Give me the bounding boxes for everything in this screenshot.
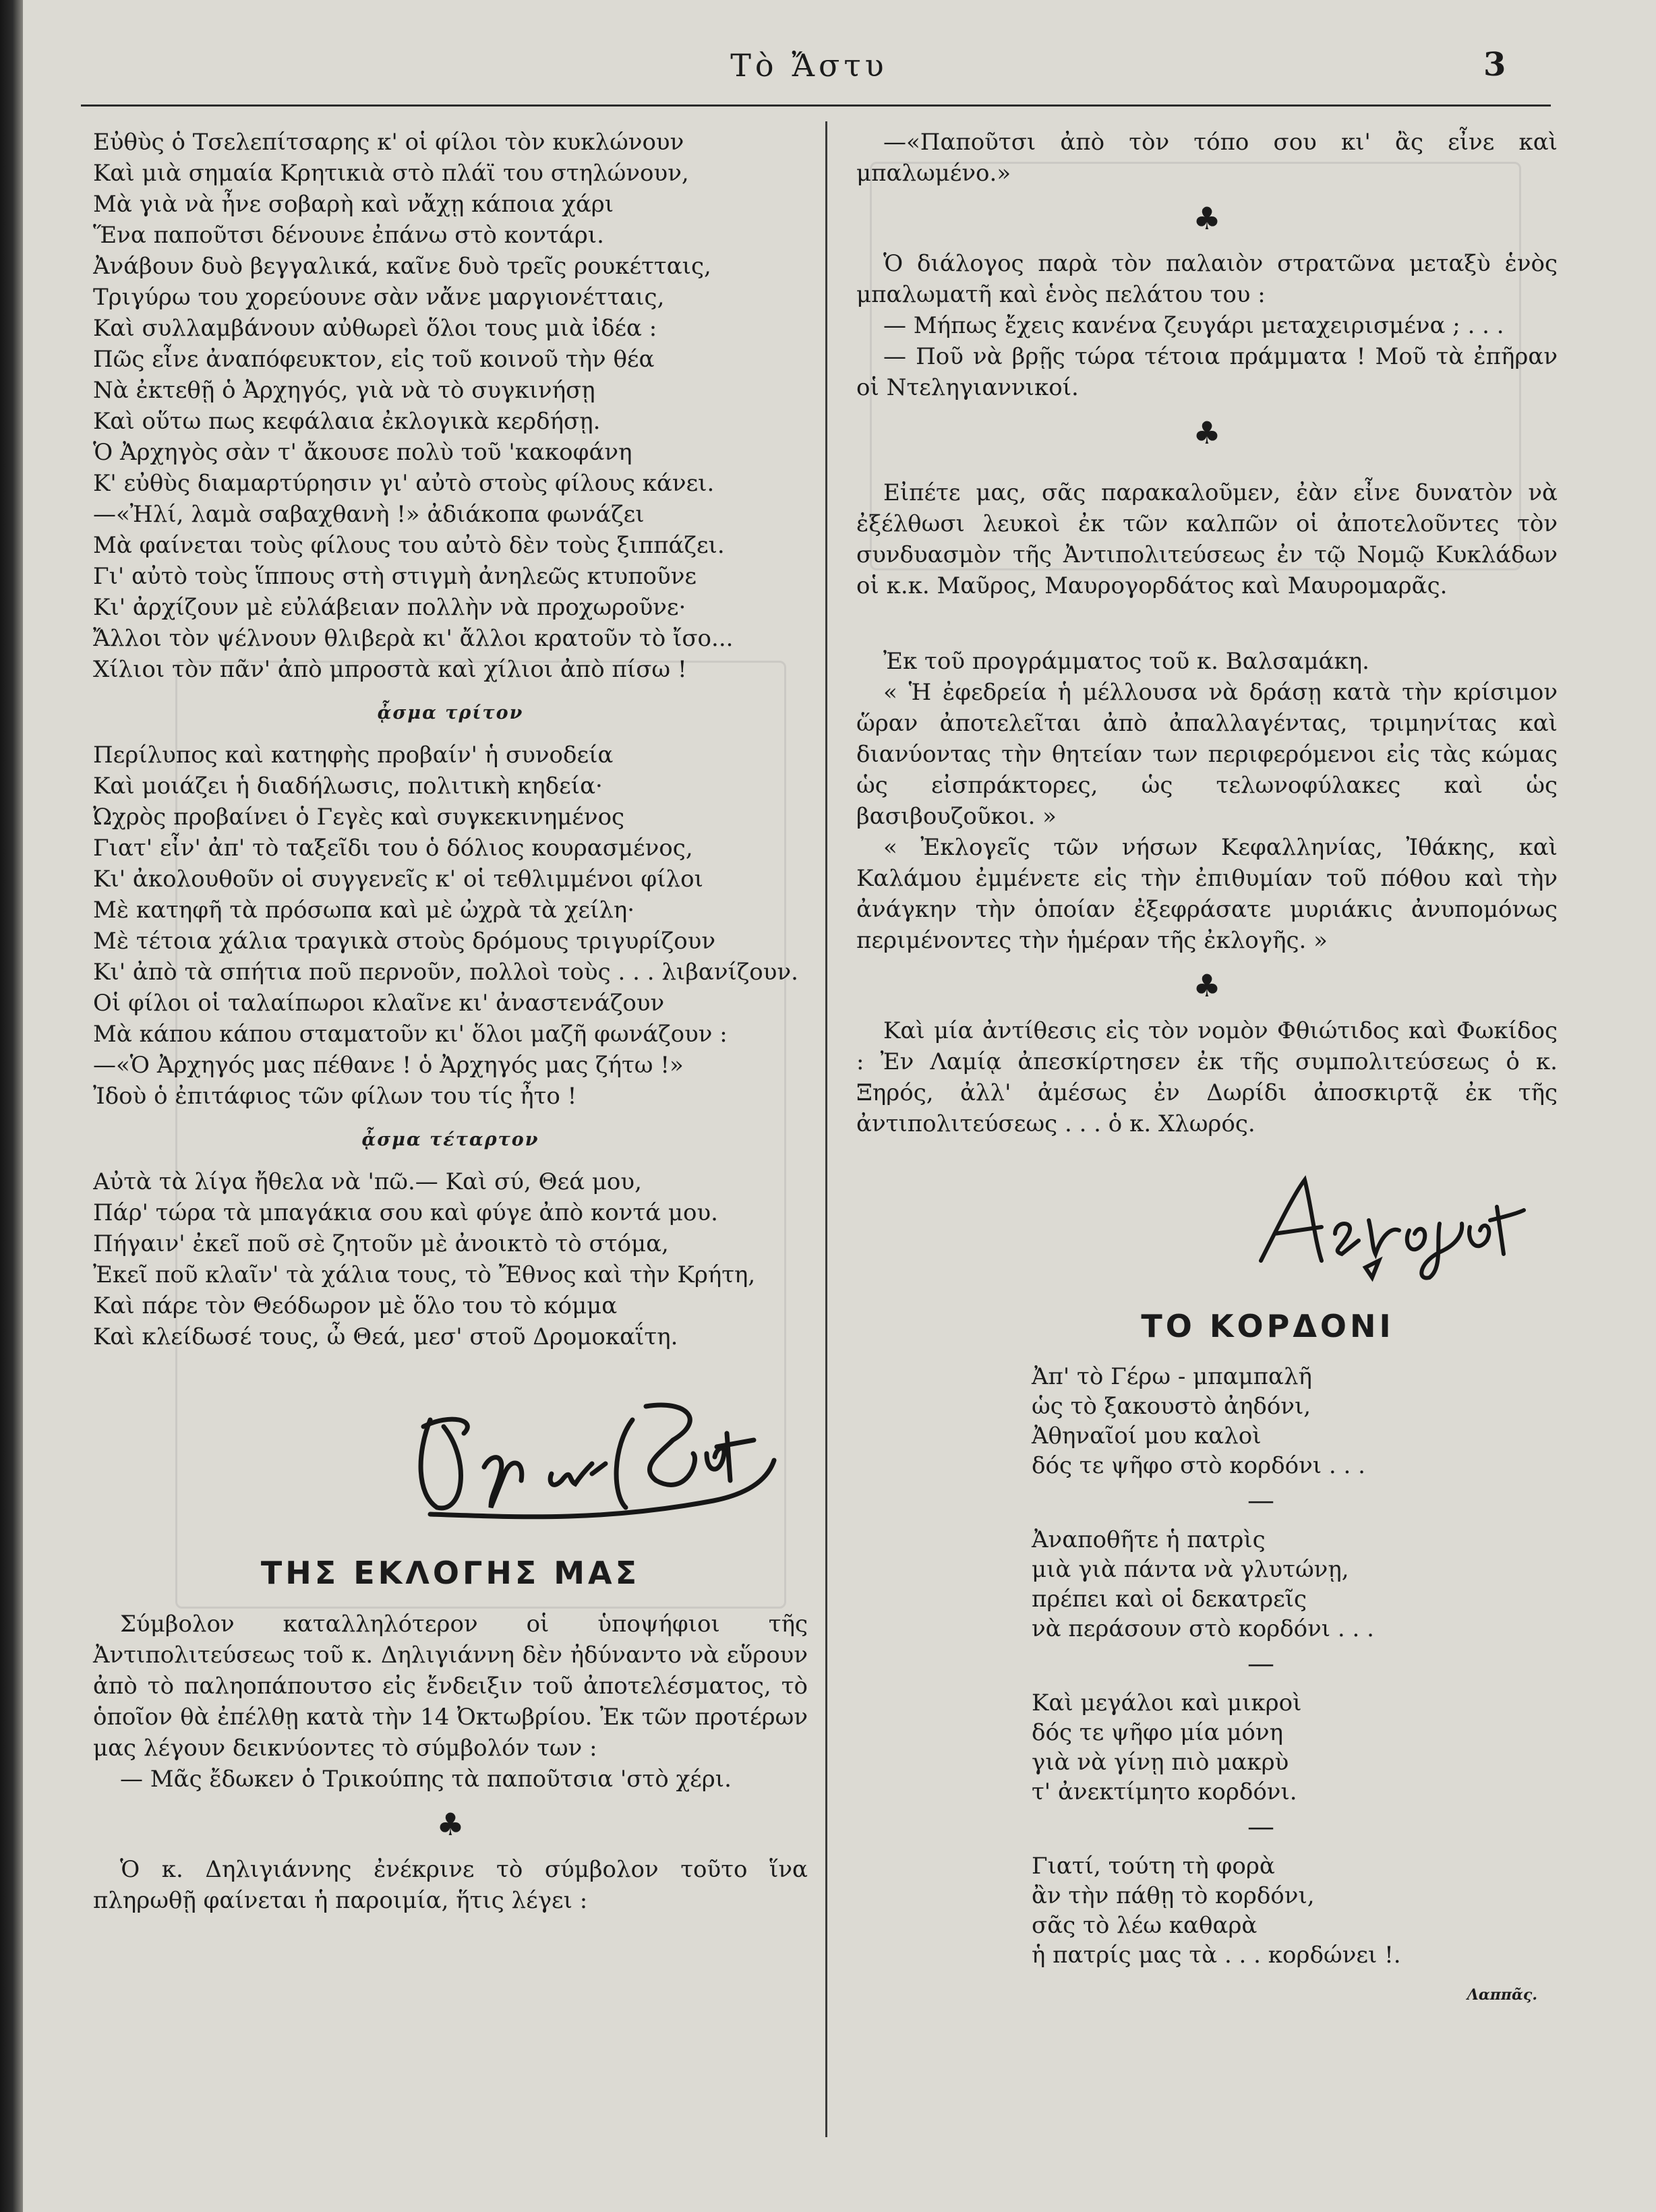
- poem-line: Καὶ οὕτω πως κεφάλαια ἐκλογικὰ κερδήσῃ.: [93, 408, 601, 435]
- poem-line: Ἕνα παποῦτσι δένουνε ἐπάνω στὸ κοντάρι.: [93, 222, 604, 249]
- binding-edge: [0, 0, 23, 2212]
- poem-line: Πῶς εἶνε ἀναπόφευκτον, εἰς τοῦ κοινοῦ τὴν θέα: [93, 346, 655, 373]
- paragraph-dialogue-question: — Μήπως ἔχεις κανένα ζευγάρι μεταχειρισμένα ; . . .: [883, 312, 1504, 339]
- poem-line: Καὶ μεγάλοι καὶ μικροὶ: [1032, 1690, 1302, 1716]
- poem-line: σᾶς τὸ λέω καθαρὰ: [1032, 1912, 1258, 1939]
- poem-line: Γιατί, τούτη τὴ φορὰ: [1032, 1853, 1275, 1880]
- poem-line: δός τε ψῆφο μία μόνη: [1032, 1719, 1283, 1746]
- poem-line: Κι' ἀπὸ τὰ σπήτια ποῦ περνοῦν, πολλοὶ τοὺς . . . λιβανίζουν.: [93, 959, 798, 986]
- poem-stanza: [856, 1362, 1558, 1481]
- handwritten-signature-right: [1247, 1160, 1531, 1288]
- club-ornament-icon: ♣: [1193, 415, 1221, 451]
- poem-part-two: [93, 740, 808, 1112]
- poem-line: Ἀναποθῆτε ἡ πατρὶς: [1032, 1526, 1266, 1553]
- poem-line: Ὁ Ἀρχηγὸς σὰν τ' ἄκουσε πολὺ τοῦ 'κακοφάνη: [93, 439, 632, 466]
- poem-line: Κ' εὐθὺς διαμαρτύρησιν γι' αὐτὸ στοὺς φίλους κάνει.: [93, 470, 715, 497]
- spacer: [856, 616, 1558, 631]
- poem-line: Καὶ πάρε τὸν Θεόδωρον μὲ ὅλο του τὸ κόμμα: [93, 1292, 618, 1319]
- club-ornament-icon: ♣: [1193, 967, 1221, 1004]
- poem-line: Ἀπ' τὸ Γέρω - μπαμπαλῆ: [1032, 1363, 1312, 1390]
- subhead-third-song: ᾆσμα τρίτον: [377, 703, 524, 723]
- poem-title-kordoni: ΤΟ ΚΟΡΔΟΝΙ: [1141, 1308, 1394, 1344]
- paragraph-dialogue-intro: Ὁ διάλογος παρὰ τὸν παλαιὸν στρατῶνα μεταξὺ ἑνὸς μπαλωματῆ καὶ ἑνὸς πελάτου του :: [856, 250, 1558, 308]
- club-ornament-icon: ♣: [436, 1806, 465, 1843]
- poem-line: Τριγύρω του χορεύουνε σὰν νἄνε μαργιονέτταις,: [93, 284, 665, 311]
- poem-line: Ἰδοὺ ὁ ἐπιτάφιος τῶν φίλων του τίς ἦτο !: [93, 1083, 577, 1110]
- column-divider: [825, 121, 827, 2137]
- poem-line: Ἀθηναῖοί μου καλοὶ: [1032, 1423, 1262, 1449]
- section-title-elections: ΤΗΣ ΕΚΛΟΓΗΣ ΜΑΣ: [260, 1555, 641, 1591]
- poem-line: —«Ὁ Ἀρχηγός μας πέθανε ! ὁ Ἀρχηγός μας ζήτω !»: [93, 1052, 684, 1079]
- poem-stanza: [856, 1525, 1558, 1644]
- poem-line: Κι' ἀκολουθοῦν οἱ συγγενεῖς κ' οἱ τεθλιμμένοι φίλοι: [93, 866, 703, 893]
- poem-line: ἡ πατρίς μας τὰ . . . κορδώνει !.: [1032, 1942, 1401, 1969]
- poem-line: δός τε ψῆφο στὸ κορδόνι . . .: [1032, 1452, 1365, 1479]
- poem-line: Οἱ φίλοι οἱ ταλαίπωροι κλαῖνε κι' ἀναστενάζουν: [93, 990, 665, 1017]
- poem-line: Μὰ κάπου κάπου σταματοῦν κι' ὅλοι μαζῆ φωνάζουν :: [93, 1021, 728, 1048]
- paragraph-antithesis: Καὶ μία ἀντίθεσις εἰς τὸν νομὸν Φθιώτιδος καὶ Φωκίδος : Ἐν Λαμίᾳ ἀπεσκίρτησεν ἐκ τῆς συμπολιτεύσεως ὁ κ. Ξηρός, ἀλλ' ἀμέσως ἐν Δωρίδι ἀποσκιρτᾷ ἐκ τῆς ἀντιπολιτεύσεως . . . ὁ κ. Χλωρός.: [856, 1017, 1558, 1137]
- poem-line: —«Ἠλί, λαμὰ σαβαχθανὴ !» ἀδιάκοπα φωνάζει: [93, 501, 645, 528]
- author-byline: Λαππᾶς.: [1467, 1986, 1537, 2004]
- poem-line: ὡς τὸ ξακουστὸ ἀηδόνι,: [1032, 1393, 1311, 1420]
- poem-line: Γι' αὐτὸ τοὺς ἵππους στὴ στιγμὴ ἀνηλεῶς κτυποῦνε: [93, 563, 697, 590]
- paragraph-cyclades: Εἰπέτε μας, σᾶς παρακαλοῦμεν, ἐὰν εἶνε δυνατὸν νὰ ἐξέλθωσι λευκοὶ ἐκ τῶν καλπῶν οἱ ἀποτελοῦντες τὸν συνδυασμὸν τῆς Ἀντιπολιτεύσεως ἐν τῷ Νομῷ Κυκλάδων οἱ κ.κ. Μαῦρος, Μαυρογορδάτος καὶ Μαυρομαρᾶς.: [856, 479, 1558, 599]
- paragraph-proverb: —«Παποῦτσι ἀπὸ τὸν τόπο σου κι' ἂς εἶνε καὶ μπαλωμένο.»: [856, 129, 1558, 187]
- poem-line: Ὠχρὸς προβαίνει ὁ Γεγὲς καὶ συγκεκινημένος: [93, 804, 625, 831]
- stanza-divider: —: [1247, 1485, 1274, 1516]
- poem-line: Μὰ γιὰ νὰ ἦνε σοβαρὴ καὶ νἄχῃ κάποια χάρι: [93, 191, 614, 218]
- poem-line: Πάρ' τώρα τὰ μπαγάκια σου καὶ φύγε ἀπὸ κοντά μου.: [93, 1199, 718, 1226]
- poem-line: Ἐκεῖ ποῦ κλαῖν' τὰ χάλια τους, τὸ Ἔθνος καὶ τὴν Κρήτη,: [93, 1261, 756, 1288]
- poem-line: Ἀνάβουν δυὸ βεγγαλικά, καῖνε δυὸ τρεῖς ρουκέτταις,: [93, 253, 711, 280]
- poem-line: Ἄλλοι τὸν ψέλνουν θλιβερὰ κι' ἄλλοι κρατοῦν τὸ ἴσο...: [93, 625, 734, 652]
- poem-line: Καὶ κλείδωσέ τους, ὦ Θεά, μεσ' στοῦ Δρομοκαΐτη.: [93, 1323, 678, 1350]
- subhead-fourth-song: ᾆσμα τέταρτον: [361, 1129, 539, 1150]
- poem-part-one: [93, 127, 808, 685]
- poem-line: Καὶ μιὰ σημαία Κρητικιὰ στὸ πλάϊ του στηλώνουν,: [93, 160, 689, 187]
- poem-line: Πήγαιν' ἐκεῖ ποῦ σὲ ζητοῦν μὲ ἀνοικτὸ τὸ στόμα,: [93, 1230, 669, 1257]
- poem-line: Μὲ κατηφῆ τὰ πρόσωπα καὶ μὲ ὠχρὰ τὰ χείλη·: [93, 897, 635, 924]
- paragraph-program-quote-one: « Ἡ ἐφεδρεία ἡ μέλλουσα νὰ δράσῃ κατὰ τὴν κρίσιμον ὥραν ἀποτελεῖται ἀπὸ ἀπαλλαγέντας, τριμηνίτας καὶ διανύοντας τὴν θητείαν των περιφερόμενοι εἰς τὰς κώμας ὡς εἰσπράκτορες, ὡς τελωνοφύλακες καὶ ὡς βασιβουζοῦκοι. »: [856, 679, 1558, 830]
- header-rule: [81, 104, 1551, 107]
- poem-line: Μὲ τέτοια χάλια τραγικὰ στοὺς δρόμους τριγυρίζουν: [93, 928, 715, 955]
- poem-line: Καὶ μοιάζει ἡ διαδήλωσις, πολιτικὴ κηδεία·: [93, 773, 603, 800]
- poem-line: πρέπει καὶ οἱ δεκατρεῖς: [1032, 1586, 1307, 1613]
- poem-line: Νὰ ἐκτεθῇ ὁ Ἀρχηγός, γιὰ νὰ τὸ συγκινήσῃ: [93, 377, 595, 404]
- poem-line: ἂν τὴν πάθῃ τὸ κορδόνι,: [1032, 1882, 1315, 1909]
- club-ornament-icon: ♣: [1193, 200, 1221, 237]
- spacer: [856, 601, 1558, 616]
- handwritten-signature-left: [390, 1379, 808, 1534]
- poem-stanza: [856, 1851, 1558, 1970]
- poem-line: νὰ περάσουν στὸ κορδόνι . . .: [1032, 1615, 1374, 1642]
- poem-line: γιὰ νὰ γίνῃ πιὸ μακρὺ: [1032, 1749, 1289, 1776]
- stanza-divider: —: [1247, 1648, 1274, 1679]
- paragraph-dialogue-answer: — Ποῦ νὰ βρῇς τώρα τέτοια πράμματα ! Μοῦ τὰ ἐπῆραν οἱ Ντεληγιαννικοί.: [856, 343, 1558, 401]
- poem-line: Αὐτὰ τὰ λίγα ἤθελα νὰ 'πῶ.— Καὶ σύ, Θεά μου,: [93, 1168, 642, 1195]
- poem-line: Περίλυπος καὶ κατηφὴς προβαίν' ἡ συνοδεία: [93, 742, 614, 769]
- right-column: [856, 127, 1558, 2004]
- poem-line: Εὐθὺς ὁ Τσελεπίτσαρης κ' οἱ φίλοι τὸν κυκλώνουν: [93, 129, 684, 156]
- poem-line: Κι' ἀρχίζουν μὲ εὐλάβειαν πολλὴν νὰ προχωροῦνε·: [93, 594, 686, 621]
- poem-line: μιὰ γιὰ πάντα νὰ γλυτώνῃ,: [1032, 1556, 1349, 1583]
- poem-stanza: [856, 1688, 1558, 1807]
- poem-line: Γιατ' εἶν' ἀπ' τὸ ταξεῖδι του ὁ δόλιος κουρασμένος,: [93, 835, 693, 862]
- page-number: 3: [1483, 46, 1506, 84]
- poem-line: τ' ἀνεκτίμητο κορδόνι.: [1032, 1778, 1297, 1805]
- paragraph-symbol: Σύμβολον καταλληλότερον οἱ ὑποψήφιοι τῆς Ἀντιπολιτεύσεως τοῦ κ. Δηλιγιάννη δὲν ἠδύναντο νὰ εὕρουν ἀπὸ τὸ παληοπάπουτσο εἰς ἔνδειξιν τοῦ ἀποτελέσματος, τὸ ὁποῖον θὰ ἐπέλθῃ κατὰ τὴν 14 Ὀκτωβρίου. Ἐκ τῶν προτέρων μας λέγουν δεικνύοντες τὸ σύμβολόν των :: [93, 1611, 808, 1762]
- poem-part-three: [93, 1166, 808, 1352]
- poem-line: Καὶ συλλαμβάνουν αὐθωρεὶ ὅλοι τους μιὰ ἰδέα :: [93, 315, 657, 342]
- spacer: [856, 462, 1558, 477]
- paragraph-program-quote-two: « Ἐκλογεῖς τῶν νήσων Κεφαλληνίας, Ἰθάκης, καὶ Καλάμου ἐμμένετε εἰς τὴν ἐπιθυμίαν τοῦ πόθου καὶ τὴν ἀνάγκην τὴν ὁποίαν ἐξεφράσατε μυριάκις ἀνυπομόνως περιμένοντες τὴν ἡμέραν τῆς ἐκλογῆς. »: [856, 834, 1558, 954]
- paragraph-program-intro: Ἐκ τοῦ προγράμματος τοῦ κ. Βαλσαμάκη.: [883, 648, 1369, 675]
- newspaper-title: Τὸ Ἄστυ: [730, 47, 888, 84]
- poem-line: Χίλιοι τὸν πᾶν' ἀπὸ μπροστὰ καὶ χίλιοι ἀπὸ πίσω !: [93, 656, 687, 683]
- left-column: [93, 127, 808, 1916]
- poem-line: Μὰ φαίνεται τοὺς φίλους του αὐτὸ δὲν τοὺς ξιππάζει.: [93, 532, 725, 559]
- paragraph-proverb-intro: Ὁ κ. Δηλιγιάννης ἐνέκρινε τὸ σύμβολον τοῦτο ἵνα πληρωθῇ φαίνεται ἡ παροιμία, ἥτις λέγει :: [93, 1856, 808, 1914]
- spacer: [856, 631, 1558, 646]
- stanza-divider: —: [1247, 1812, 1274, 1843]
- paragraph-quote: — Μᾶς ἔδωκεν ὁ Τρικούπης τὰ παποῦτσια 'στὸ χέρι.: [120, 1766, 732, 1793]
